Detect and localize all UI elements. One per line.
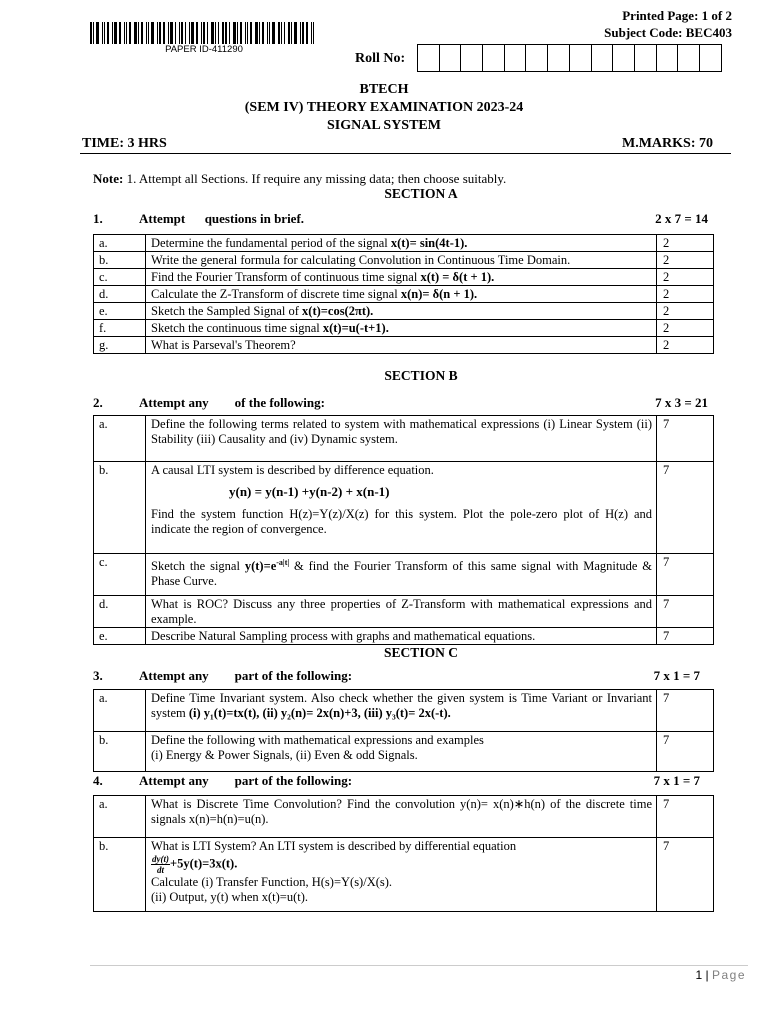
table-row	[94, 235, 714, 252]
barcode-bar	[96, 22, 99, 44]
barcode-bar	[124, 22, 125, 44]
question-text	[146, 252, 657, 269]
question-bold: x(n)= δ(n + 1).	[400, 287, 478, 301]
footer-divider	[90, 965, 748, 966]
barcode-bar	[157, 22, 158, 44]
section-a-title: SECTION A	[384, 186, 458, 201]
row-label: b.	[94, 732, 146, 772]
question-text: What is ROC? Discuss any three properties of Z-Transform with mathematical expressions and example.	[146, 596, 657, 628]
barcode-bar	[191, 22, 194, 44]
question-plain: Write the general formula for calculating Convolution in Continuous Time Domain.	[151, 253, 571, 267]
differential-equation	[151, 854, 652, 875]
table-row	[94, 596, 714, 628]
note-label: Note:	[93, 171, 124, 186]
barcode-bar	[107, 22, 109, 44]
question-plain: Determine the fundamental period of the signal	[151, 236, 391, 250]
barcode-bar	[222, 22, 224, 44]
difference-equation: y(n) = y(n-1) +y(n-2) + x(n-1)	[229, 484, 390, 499]
barcode-bar	[181, 22, 183, 44]
question-plain: Find the Fourier Transform of continuous time signal	[151, 270, 421, 284]
barcode-bar	[278, 22, 280, 44]
table-row	[94, 462, 714, 554]
question-plain: Sketch the Sampled Signal of	[151, 304, 303, 318]
row-marks: 7	[657, 732, 714, 772]
barcode-bar	[151, 22, 154, 44]
table-row	[94, 838, 714, 912]
exponent: -a|t|	[276, 558, 290, 567]
roll-no-box	[700, 44, 722, 72]
barcode-bar	[211, 22, 214, 44]
question-plain-3: (ii) Output, y(t) when x(t)=u(t).	[151, 890, 309, 904]
derivative-fraction	[151, 854, 170, 875]
barcode-bar	[93, 22, 94, 44]
table-row	[94, 286, 714, 303]
question-text: Define the following terms related to system with mathematical expressions (i) Linear System (ii) Stability (iii) Causality and (iv) Dynamic system.	[146, 416, 657, 462]
barcode-bar	[207, 22, 208, 44]
table-row	[94, 628, 714, 645]
question-plain: Define the following with mathematical expressions and examples	[151, 733, 484, 747]
question-plain-2: Calculate (i) Transfer Function, H(s)=Y(s)/X(s).	[151, 875, 393, 889]
fraction-numerator: dy(t)	[152, 854, 169, 864]
page-number: 1	[695, 968, 703, 982]
barcode-bar	[196, 22, 198, 44]
barcode-bar	[288, 22, 290, 44]
barcode-bar	[175, 22, 176, 44]
barcode-bar	[215, 22, 216, 44]
barcode-bar	[138, 22, 139, 44]
page-word: Page	[711, 968, 746, 982]
barcode-bar	[129, 22, 131, 44]
question-plain: A causal LTI system is described by difference equation.	[151, 463, 434, 477]
question-text	[146, 337, 657, 354]
q3-table	[93, 689, 714, 772]
question-text	[146, 690, 657, 732]
program-title: BTECH	[359, 82, 409, 97]
question-text: What is Discrete Time Convolution? Find the convolution y(n)= x(n)∗h(n) of the discrete time signals x(n)=h(n)=u(n).	[146, 796, 657, 838]
table-row	[94, 337, 714, 354]
q4-table	[93, 795, 714, 912]
q2-table	[93, 415, 714, 645]
printed-page: Printed Page: 1 of 2	[622, 8, 732, 23]
note	[93, 171, 506, 187]
q2-marks: 7 x 3 = 21	[655, 395, 708, 410]
question-plain: What is LTI System? An LTI system is described by differential equation	[151, 839, 517, 853]
question-text	[146, 269, 657, 286]
q1-instruction: Attempt questions in brief.	[139, 211, 305, 226]
question-bold: x(t)=u(-t+1).	[322, 321, 389, 335]
table-row	[94, 320, 714, 337]
q4-marks: 7 x 1 = 7	[653, 773, 700, 788]
barcode-bar	[148, 22, 149, 44]
barcode-bar	[311, 22, 312, 44]
question-plain: Sketch the continuous time signal	[151, 321, 323, 335]
q2-number: 2.	[93, 395, 103, 410]
barcode-bar	[262, 22, 264, 44]
section-c-title: SECTION C	[384, 645, 458, 660]
row-marks: 2	[657, 252, 714, 269]
footer-separator: |	[705, 968, 709, 982]
question-bold: x(t) = δ(t + 1).	[420, 270, 495, 284]
barcode-bar	[291, 22, 292, 44]
fraction-denominator: dt	[156, 865, 164, 875]
q4-instruction: Attempt any part of the following:	[139, 773, 353, 788]
row-marks: 2	[657, 235, 714, 252]
barcode-bar	[179, 22, 180, 44]
question-text	[146, 554, 657, 596]
barcode-bar	[269, 22, 270, 44]
section-b-title: SECTION B	[384, 368, 458, 383]
page-footer	[695, 968, 746, 982]
roll-no-boxes	[417, 44, 722, 72]
roll-no-box	[657, 44, 679, 72]
barcode-bar	[102, 22, 103, 44]
roll-no-box	[592, 44, 614, 72]
barcode-bar	[237, 22, 238, 44]
q4-line	[93, 773, 352, 789]
row-marks: 2	[657, 269, 714, 286]
roll-no-box	[505, 44, 527, 72]
barcode-bar	[141, 22, 143, 44]
q2-line	[93, 395, 325, 411]
question-plain: Sketch the signal	[151, 559, 245, 574]
barcode-bar	[272, 22, 275, 44]
row-marks: 2	[657, 320, 714, 337]
q1-line	[93, 211, 304, 227]
paper-id: PAPER ID-411290	[165, 44, 243, 55]
barcode-bar	[112, 22, 113, 44]
question-plain: What is Parseval's Theorem?	[151, 338, 296, 352]
barcode-bar	[255, 22, 258, 44]
barcode-bar	[126, 22, 127, 44]
roll-no-box	[440, 44, 462, 72]
q3-number: 3.	[93, 668, 103, 683]
barcode-bar	[146, 22, 147, 44]
question-plain-2: Find the system function H(z)=Y(z)/X(z) for this system. Plot the pole-zero plot of H(z) and indicate the region of convergence.	[151, 507, 652, 536]
row-label: b.	[94, 838, 146, 912]
barcode-bar	[185, 22, 186, 44]
barcode-bar	[104, 22, 105, 44]
barcode-bar	[313, 22, 314, 44]
roll-no-box	[570, 44, 592, 72]
barcode-bar	[119, 22, 121, 44]
question-plain-2: (i) Energy & Power Signals, (ii) Even & odd Signals.	[151, 748, 418, 762]
question-text	[146, 320, 657, 337]
barcode-bar	[159, 22, 161, 44]
barcode-bar	[300, 22, 301, 44]
q3-marks: 7 x 1 = 7	[653, 668, 700, 683]
row-marks: 7	[657, 796, 714, 838]
q1-marks: 2 x 7 = 14	[655, 211, 708, 226]
subject-code: Subject Code: BEC403	[604, 25, 732, 40]
row-label: a.	[94, 416, 146, 462]
barcode-bar	[294, 22, 297, 44]
row-marks: 7	[657, 462, 714, 554]
question-text	[146, 303, 657, 320]
barcode-bar	[134, 22, 137, 44]
barcode-bar	[90, 22, 92, 44]
row-marks: 7	[657, 628, 714, 645]
barcode-bar	[233, 22, 236, 44]
question-bold: x(t)= sin(4t-1).	[390, 236, 468, 250]
question-plain: Calculate the Z-Transform of discrete time signal	[151, 287, 401, 301]
question-text	[146, 838, 657, 912]
q3-line	[93, 668, 352, 684]
max-marks: M.MARKS: 70	[622, 136, 713, 151]
row-label: a.	[94, 796, 146, 838]
q3-instruction: Attempt any part of the following:	[139, 668, 353, 683]
barcode-bar	[218, 22, 219, 44]
question-bold: (i) y₁(t)=tx(t), (ii) y₂(n)= 2x(n)+3, (iii) y₃(t)= 2x(-t).	[188, 706, 451, 720]
question-text	[146, 462, 657, 554]
barcode-bar	[267, 22, 268, 44]
q1-table	[93, 234, 714, 354]
barcode-bar	[168, 22, 169, 44]
question-text	[146, 235, 657, 252]
row-marks: 2	[657, 337, 714, 354]
roll-no-box	[483, 44, 505, 72]
exam-title: (SEM IV) THEORY EXAMINATION 2023-24	[244, 100, 524, 115]
note-text: 1. Attempt all Sections. If require any missing data; then choose suitably.	[126, 171, 507, 186]
row-label: e.	[94, 628, 146, 645]
question-plain-2: & find the Fourier Transform of this same signal with Magnitude & Phase Curve.	[151, 559, 653, 589]
table-row	[94, 303, 714, 320]
barcode	[90, 22, 318, 44]
roll-no-box	[678, 44, 700, 72]
row-label: e.	[94, 303, 146, 320]
exam-time: TIME: 3 HRS	[82, 136, 167, 151]
barcode-bar	[170, 22, 173, 44]
question-plain: Define Time Invariant system. Also check whether the given system is Time Variant or Invariant system	[151, 691, 652, 720]
table-row	[94, 554, 714, 596]
question-bold: x(t)=cos(2πt).	[302, 304, 374, 318]
barcode-bar	[201, 22, 202, 44]
barcode-bar	[306, 22, 308, 44]
barcode-bar	[284, 22, 285, 44]
row-marks: 7	[657, 690, 714, 732]
table-row	[94, 690, 714, 732]
barcode-bar	[281, 22, 282, 44]
row-marks: 7	[657, 554, 714, 596]
barcode-bar	[114, 22, 117, 44]
question-bold: +5y(t)=3x(t).	[170, 856, 238, 871]
row-marks: 7	[657, 838, 714, 912]
table-row	[94, 796, 714, 838]
roll-no-box	[613, 44, 635, 72]
question-text	[146, 732, 657, 772]
barcode-bar	[225, 22, 227, 44]
header-divider	[80, 153, 731, 154]
roll-no-box	[526, 44, 548, 72]
q4-number: 4.	[93, 773, 103, 788]
barcode-bar	[229, 22, 230, 44]
row-label: a.	[94, 235, 146, 252]
row-label: d.	[94, 286, 146, 303]
table-row	[94, 416, 714, 462]
row-label: c.	[94, 554, 146, 596]
barcode-bar	[250, 22, 252, 44]
table-row	[94, 252, 714, 269]
question-bold: y(t)=e	[244, 559, 277, 574]
barcode-bar	[240, 22, 242, 44]
table-row	[94, 269, 714, 286]
question-text	[146, 286, 657, 303]
q1-number: 1.	[93, 211, 103, 226]
row-marks: 7	[657, 416, 714, 462]
roll-no-box	[418, 44, 440, 72]
row-label: c.	[94, 269, 146, 286]
row-label: f.	[94, 320, 146, 337]
row-label: b.	[94, 462, 146, 554]
row-label: b.	[94, 252, 146, 269]
barcode-bar	[247, 22, 248, 44]
row-label: a.	[94, 690, 146, 732]
q2-instruction: Attempt any of the following:	[139, 395, 325, 410]
roll-no-box	[461, 44, 483, 72]
barcode-bar	[245, 22, 246, 44]
row-marks: 2	[657, 303, 714, 320]
roll-no-box	[548, 44, 570, 72]
row-label: g.	[94, 337, 146, 354]
barcode-bar	[189, 22, 190, 44]
subject-title: SIGNAL SYSTEM	[327, 118, 441, 133]
barcode-bar	[163, 22, 165, 44]
barcode-bar	[259, 22, 260, 44]
question-text: Describe Natural Sampling process with graphs and mathematical equations.	[146, 628, 657, 645]
row-marks: 7	[657, 596, 714, 628]
row-label: d.	[94, 596, 146, 628]
roll-no-box	[635, 44, 657, 72]
table-row	[94, 732, 714, 772]
row-marks: 2	[657, 286, 714, 303]
barcode-bar	[203, 22, 205, 44]
barcode-bar	[302, 22, 304, 44]
roll-no-label: Roll No:	[355, 51, 406, 66]
